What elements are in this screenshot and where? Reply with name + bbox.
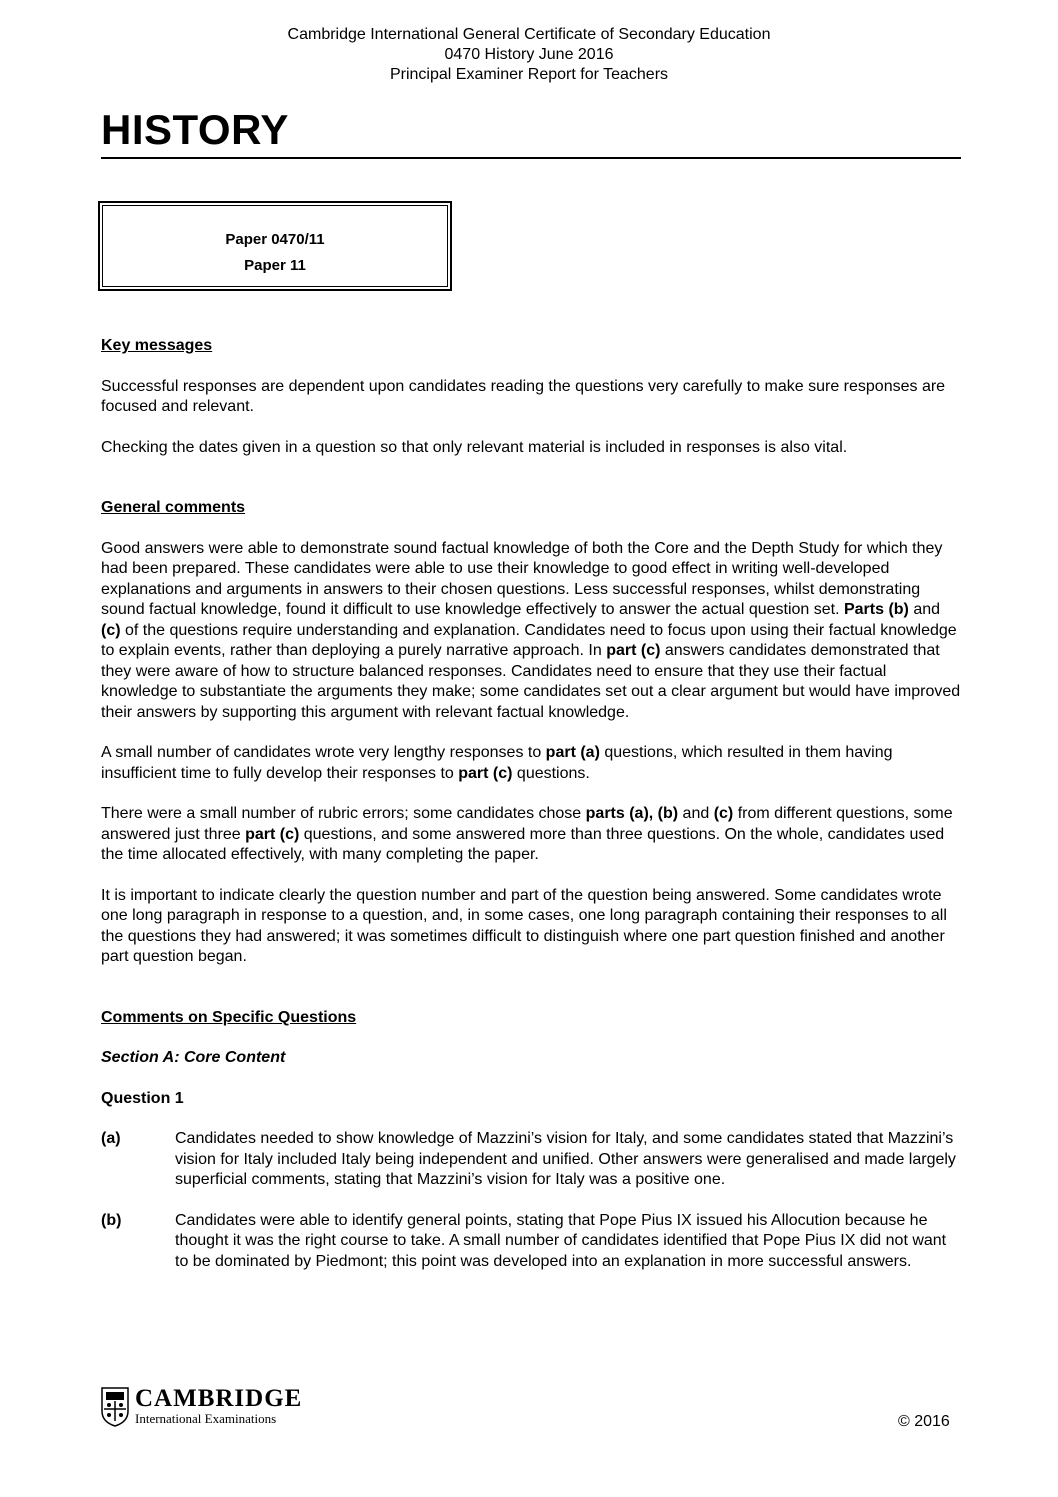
bold-span: part (a) — [545, 744, 600, 761]
text-span: Good answers were able to demonstrate sound factual knowledge of both the Core and the Depth Study for which they had been prepared. These candidates were able to use their knowledge to good effect in writing well-developed explanations and arguments in answers to their chosen questions. Less successful responses, whilst demonstrating sound factual knowledge, found it difficult to use knowledge effectively to answer the actual question set. — [101, 539, 943, 618]
logo-wordmark: CAMBRIDGE — [135, 1385, 303, 1412]
question-part-a — [101, 1129, 961, 1191]
text-span: There were a small number of rubric errors; some candidates chose — [101, 805, 586, 822]
part-text: Candidates needed to show knowledge of Mazzini’s vision for Italy, and some candidates stated that Mazzini’s vision for Italy included Italy being independent and unified. Other answers were generalised and made largely superficial comments, stating that Mazzini’s vision for Italy was a positive one. — [175, 1130, 956, 1188]
general-comments-paragraph-4: It is important to indicate clearly the question number and part of the question being answered. Some candidates wrote one long paragraph in response to a question, and, in some cases, one long paragraph containing their responses to all the questions they had answered; it was sometimes difficult to distinguish where one part question finished and another part question began. — [101, 886, 947, 965]
specific-questions-heading: Comments on Specific Questions — [101, 1008, 357, 1026]
question-heading: Question 1 — [101, 1089, 184, 1107]
text-span: of the questions require understanding and explanation. Candidates need to focus upon using their factual knowledge to explain events, rather than deploying a purely narrative approach. In — [101, 621, 957, 659]
header-line-1: Cambridge International General Certificate of Secondary Education — [287, 26, 771, 43]
key-messages-heading: Key messages — [101, 337, 213, 354]
page-title: HISTORY — [101, 106, 289, 153]
paper-box-inner — [102, 205, 448, 287]
paper-code: Paper 0470/11 — [225, 231, 325, 248]
text-span: questions. — [512, 764, 590, 782]
part-label: (b) — [101, 1211, 122, 1229]
key-messages-paragraph-1: Successful responses are dependent upon candidates reading the questions very carefully to make sure responses are focused and relevant. — [101, 377, 946, 415]
part-text: Candidates were able to identify general points, stating that Pope Pius IX issued his Allocution because he thought it was the right course to take. A small number of candidates identified that Pope Pius IX did not want to be dominated by Piedmont; this point was developed into an explanation in more successful answers. — [175, 1211, 947, 1270]
text-span: questions, and some answered more than three questions. On the whole, candidates used the time allocated effectively, with many completing the paper. — [101, 825, 945, 863]
text-span: questions, which resulted in them having insufficient time to fully develop their responses to — [101, 744, 893, 782]
text-span: and — [908, 601, 941, 618]
title-divider — [101, 157, 961, 159]
header-line-3: Principal Examiner Report for Teachers — [389, 66, 669, 83]
bold-span: part (c) — [458, 764, 513, 782]
section-heading: Section A: Core Content — [101, 1049, 286, 1066]
bold-span: (c) — [101, 621, 121, 639]
question-part-b — [101, 1211, 961, 1273]
part-label: (a) — [101, 1130, 121, 1147]
cambridge-logo — [101, 1387, 302, 1427]
text-span: and — [678, 805, 714, 822]
key-messages-paragraph-2: Checking the dates given in a question so that only relevant material is included in responses is also vital. — [101, 438, 848, 456]
crest-icon — [101, 1387, 129, 1427]
bold-span: part (c) — [606, 642, 661, 659]
logo-text — [135, 1387, 302, 1427]
paper-box — [98, 201, 452, 291]
text-span: from different questions, some answered just three — [101, 805, 953, 843]
report-body — [101, 336, 961, 1272]
logo-subtitle: International Examinations — [135, 1411, 277, 1426]
copyright: © 2016 — [898, 1413, 950, 1430]
text-span: answers candidates demonstrated that they were aware of how to structure balanced responses. Candidates need to ensure that they use their factual knowledge to substantiate the arguments they make; some candidates set out a clear argument but would have improved their answers by supporting this argument with relevant factual knowledge. — [101, 642, 961, 721]
general-comments-paragraph-1 — [101, 539, 961, 724]
bold-span: Parts (b) — [843, 601, 909, 618]
general-comments-paragraph-2 — [101, 743, 961, 784]
header-line-2: 0470 History June 2016 — [444, 46, 614, 63]
bold-span: part (c) — [245, 825, 300, 843]
bold-span: parts (a), (b) — [585, 805, 679, 822]
paper-number: Paper 11 — [244, 257, 306, 274]
general-comments-heading: General comments — [101, 499, 246, 516]
report-header — [0, 25, 1058, 85]
text-span: A small number of candidates wrote very lengthy responses to — [101, 744, 546, 761]
bold-span: (c) — [713, 805, 734, 822]
general-comments-paragraph-3 — [101, 804, 961, 866]
